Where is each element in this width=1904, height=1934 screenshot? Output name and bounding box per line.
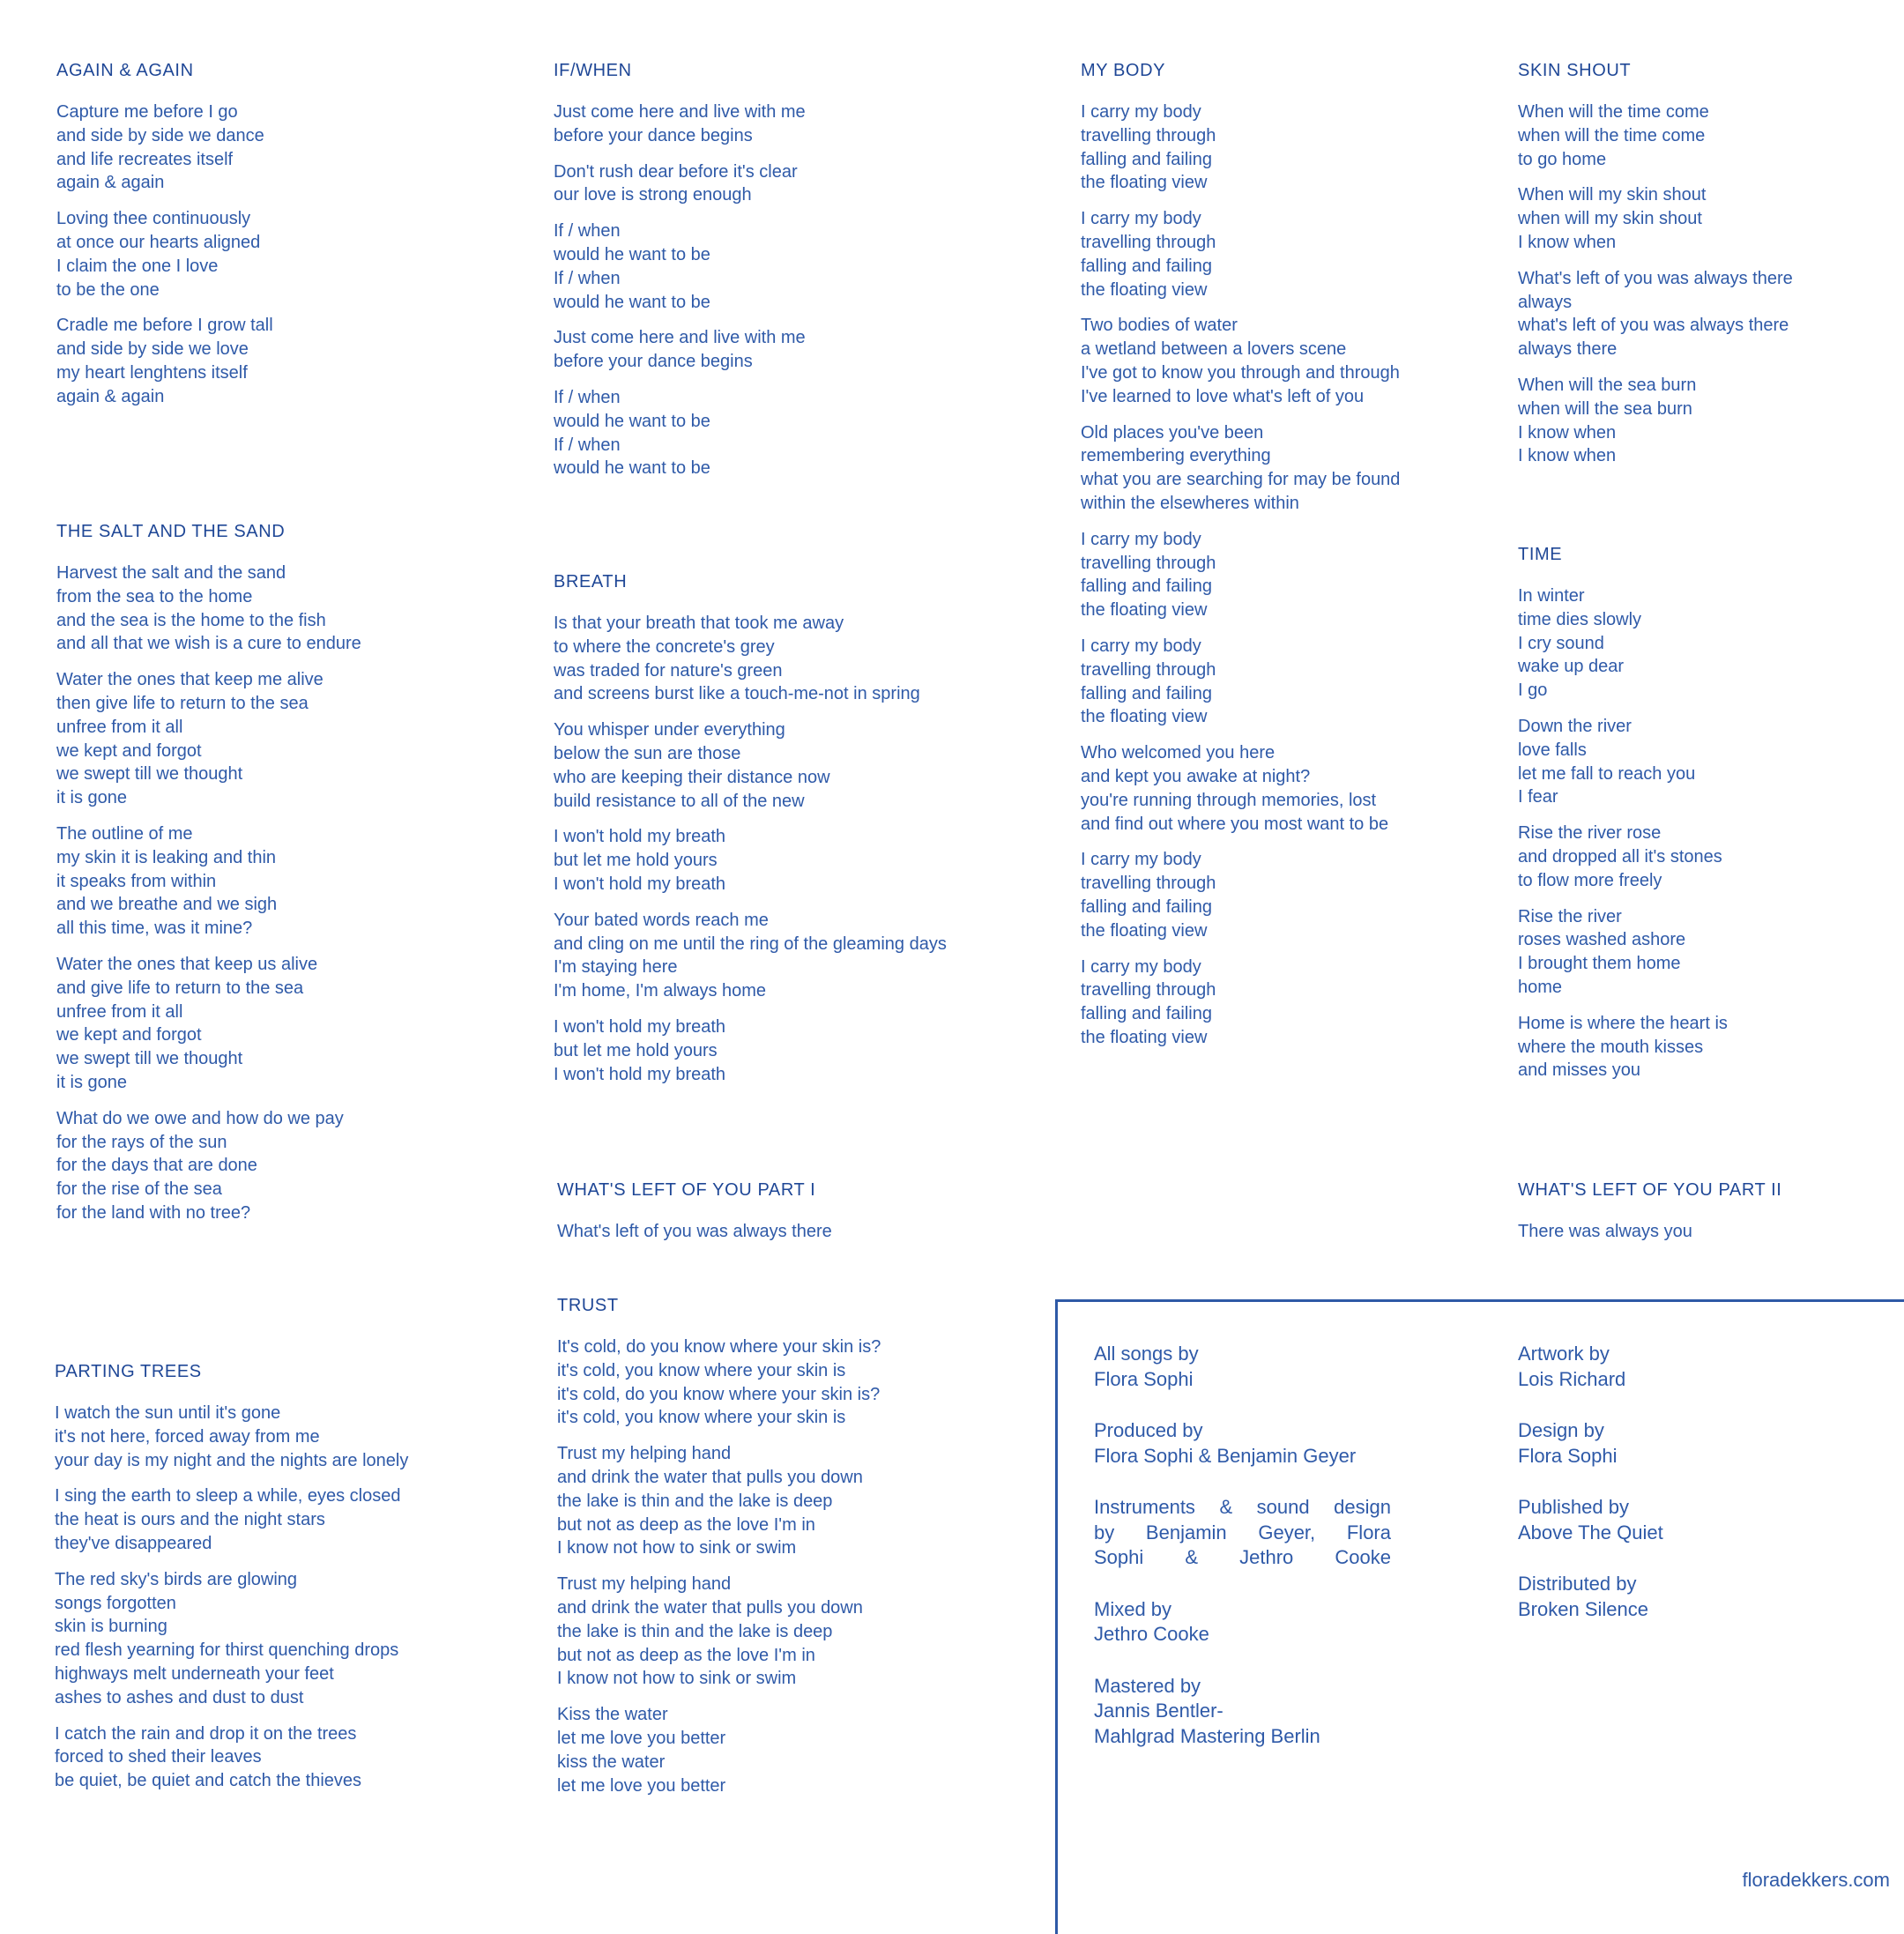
song-title: BREATH: [554, 572, 628, 591]
lyric-line: Capture me before I go: [56, 102, 238, 122]
lyric-line: from the sea to the home: [56, 586, 253, 606]
lyric-line: it's not here, forced away from me: [55, 1426, 320, 1447]
lyric-line: and find out where you most want to be: [1081, 814, 1389, 834]
stanza: [56, 1107, 361, 1225]
song-lyrics: [557, 1335, 881, 1797]
lyric-line: I carry my body: [1081, 636, 1201, 656]
lyric-line: Don't rush dear before it's clear: [554, 161, 798, 182]
stanza: [56, 953, 361, 1095]
lyric-line: within the elsewheres within: [1081, 493, 1299, 513]
lyric-line: for the rays of the sun: [56, 1132, 227, 1152]
credit-entry: [1518, 1495, 1809, 1545]
lyric-line: to be the one: [56, 279, 160, 300]
credit-entry: [1094, 1674, 1391, 1750]
stanza: [1518, 1220, 1781, 1244]
lyric-line: the lake is thin and the lake is deep: [557, 1621, 833, 1641]
lyric-line: always there: [1518, 339, 1618, 360]
lyric-line: If / when: [554, 268, 621, 288]
lyric-line: falling and failing: [1081, 683, 1212, 703]
lyric-line: Home is where the heart is: [1518, 1013, 1728, 1033]
lyric-line: travelling through: [1081, 874, 1216, 894]
credit-role: All songs by: [1094, 1343, 1199, 1365]
stanza: [554, 718, 947, 813]
lyric-line: to flow more freely: [1518, 870, 1662, 890]
lyric-line: the floating view: [1081, 1027, 1208, 1047]
lyric-line: Loving thee continuously: [56, 209, 251, 229]
lyric-line: The outline of me: [56, 823, 193, 844]
lyric-line: Down the river: [1518, 716, 1632, 736]
lyric-line: at once our hearts aligned: [56, 232, 261, 252]
lyric-line: but not as deep as the love I'm in: [557, 1645, 815, 1665]
lyric-line: before your dance begins: [554, 125, 753, 145]
song-the-salt-and-the-sand: [56, 519, 361, 1238]
lyric-line: forced to shed their leaves: [55, 1747, 262, 1767]
lyric-line: travelling through: [1081, 232, 1216, 252]
lyric-line: let me love you better: [557, 1775, 726, 1796]
lyric-line: it speaks from within: [56, 871, 217, 891]
lyric-line: falling and failing: [1081, 256, 1212, 276]
song-title: IF/WHEN: [554, 61, 632, 80]
stanza: [1518, 374, 1793, 468]
lyric-line: it is gone: [56, 788, 128, 808]
song-lyrics: [55, 1402, 408, 1793]
lyric-line: Just come here and live with me: [554, 328, 806, 348]
credit-name: Sophi & Jethro Cooke: [1094, 1546, 1391, 1568]
lyric-line: When will my skin shout: [1518, 185, 1707, 205]
lyric-line: before your dance begins: [554, 352, 753, 372]
lyric-line: I brought them home: [1518, 954, 1681, 974]
lyric-line: all this time, was it mine?: [56, 919, 253, 939]
lyric-line: roses washed ashore: [1518, 930, 1686, 950]
credit-role: Instruments & sound design: [1094, 1496, 1391, 1518]
lyric-line: I carry my body: [1081, 850, 1201, 870]
lyric-line: Harvest the salt and the sand: [56, 563, 286, 583]
lyric-line: Kiss the water: [557, 1705, 668, 1725]
stanza: [55, 1402, 408, 1472]
song-lyrics: [1518, 584, 1728, 1082]
lyric-line: and side by side we love: [56, 339, 249, 360]
song-lyrics: [1081, 100, 1400, 1050]
lyric-line: The red sky's birds are glowing: [55, 1569, 298, 1589]
credit-name: Mahlgrad Mastering Berlin: [1094, 1724, 1320, 1747]
lyric-line: When will the sea burn: [1518, 375, 1697, 395]
credit-name: Jethro Cooke: [1094, 1623, 1209, 1645]
stanza: [1081, 100, 1400, 195]
stanza: [554, 612, 947, 706]
lyric-line: unfree from it all: [56, 717, 183, 737]
lyric-line: I carry my body: [1081, 209, 1201, 229]
lyric-line: when will my skin shout: [1518, 209, 1702, 229]
lyric-line: Water the ones that keep me alive: [56, 670, 324, 690]
lyric-line: highways melt underneath your feet: [55, 1663, 334, 1684]
lyric-line: Trust my helping hand: [557, 1444, 732, 1464]
lyric-line: we kept and forgot: [56, 1025, 202, 1045]
lyric-line: red flesh yearning for thirst quenching drops: [55, 1640, 399, 1661]
lyric-line: the lake is thin and the lake is deep: [557, 1491, 833, 1511]
credit-entry: [1094, 1495, 1391, 1571]
stanza: [557, 1335, 881, 1430]
lyric-line: If / when: [554, 387, 621, 407]
lyric-line: our love is strong enough: [554, 185, 752, 205]
lyric-line: for the land with no tree?: [56, 1202, 251, 1223]
lyric-line: I watch the sun until it's gone: [55, 1403, 281, 1423]
stanza: [1518, 584, 1728, 703]
credit-name: Flora Sophi: [1518, 1444, 1618, 1467]
credit-role: Artwork by: [1518, 1343, 1610, 1365]
stanza: [554, 825, 947, 896]
stanza: [56, 822, 361, 941]
lyric-line: It's cold, do you know where your skin is?: [557, 1337, 881, 1357]
lyric-line: and drink the water that pulls you down: [557, 1597, 863, 1618]
stanza: [55, 1568, 408, 1710]
lyric-line: I cry sound: [1518, 633, 1604, 653]
lyric-line: when will the time come: [1518, 125, 1706, 145]
credit-name: Flora Sophi: [1094, 1367, 1194, 1390]
song-lyrics: [1518, 1220, 1781, 1244]
song-lyrics: [56, 100, 273, 409]
stanza: [1518, 905, 1728, 1000]
lyric-line: my skin it is leaking and thin: [56, 847, 277, 867]
lyric-line: would he want to be: [554, 292, 710, 312]
lyric-line: Rise the river: [1518, 906, 1622, 926]
stanza: [557, 1220, 832, 1244]
lyric-line: In winter: [1518, 586, 1585, 606]
lyric-line: be quiet, be quiet and catch the thieves: [55, 1771, 362, 1791]
lyric-line: falling and failing: [1081, 149, 1212, 169]
lyric-line: Trust my helping hand: [557, 1574, 732, 1595]
lyric-line: it's cold, you know where your skin is: [557, 1360, 846, 1380]
lyric-line: a wetland between a lovers scene: [1081, 339, 1347, 360]
lyric-line: You whisper under everything: [554, 720, 785, 740]
lyric-line: If / when: [554, 435, 621, 455]
song-breath: [554, 569, 947, 1098]
song-lyrics: [1518, 100, 1793, 468]
stanza: [557, 1442, 881, 1560]
lyric-line: travelling through: [1081, 980, 1216, 1000]
song-title: AGAIN & AGAIN: [56, 61, 194, 80]
lyric-line: I catch the rain and drop it on the trees: [55, 1723, 357, 1744]
lyric-line: Water the ones that keep us alive: [56, 954, 318, 974]
lyric-line: home: [1518, 977, 1563, 997]
lyric-line: what's left of you was always there: [1518, 316, 1789, 336]
lyric-line: for the days that are done: [56, 1156, 257, 1176]
lyric-line: we swept till we thought: [56, 1049, 243, 1069]
song-title: TIME: [1518, 545, 1563, 564]
song-if-when: [554, 58, 806, 493]
lyric-line: falling and failing: [1081, 896, 1212, 917]
credit-name: Jannis Bentler-: [1094, 1700, 1223, 1722]
stanza: [1081, 741, 1400, 836]
lyric-line: travelling through: [1081, 125, 1216, 145]
lyric-line: falling and failing: [1081, 1004, 1212, 1024]
song-title: THE SALT AND THE SAND: [56, 522, 286, 541]
lyric-line: I won't hold my breath: [554, 1064, 726, 1084]
stanza: [1518, 715, 1728, 809]
stanza: [55, 1484, 408, 1555]
lyric-line: the floating view: [1081, 600, 1208, 621]
lyric-line: ashes to ashes and dust to dust: [55, 1687, 304, 1707]
lyric-line: then give life to return to the sea: [56, 693, 309, 713]
lyric-line: would he want to be: [554, 244, 710, 264]
lyric-line: and we breathe and we sigh: [56, 895, 278, 915]
lyric-line: Cradle me before I grow tall: [56, 316, 273, 336]
song-lyrics: [554, 612, 947, 1086]
credit-role: Produced by: [1094, 1419, 1203, 1441]
lyric-line: Is that your breath that took me away: [554, 614, 844, 633]
lyric-line: I've got to know you through and through: [1081, 362, 1400, 383]
credit-name: Flora Sophi & Benjamin Geyer: [1094, 1444, 1357, 1467]
lyric-line: falling and failing: [1081, 576, 1212, 597]
lyric-line: I carry my body: [1081, 956, 1201, 977]
lyric-line: it's cold, do you know where your skin is?: [557, 1384, 881, 1404]
lyric-line: I'm staying here: [554, 957, 678, 978]
lyric-line: I carry my body: [1081, 102, 1201, 122]
credit-name: Above The Quiet: [1518, 1521, 1663, 1543]
lyric-line: I won't hold my breath: [554, 827, 726, 847]
lyric-line: What's left of you was always there: [557, 1222, 832, 1241]
lyric-line: my heart lenghtens itself: [56, 362, 248, 383]
lyric-line: below the sun are those: [554, 743, 741, 763]
lyric-line: but not as deep as the love I'm in: [557, 1514, 815, 1535]
lyric-line: I know when: [1518, 232, 1617, 252]
lyric-line: remembering everything: [1081, 446, 1271, 466]
song-title: MY BODY: [1081, 61, 1166, 80]
lyric-line: travelling through: [1081, 659, 1216, 680]
credit-entry: [1518, 1418, 1809, 1469]
lyric-line: I go: [1518, 681, 1548, 701]
lyric-line: I know when: [1518, 446, 1617, 466]
lyric-line: and drink the water that pulls you down: [557, 1467, 863, 1487]
credits-left-column: [1094, 1342, 1391, 1775]
stanza: [56, 668, 361, 810]
lyric-line: kiss the water: [557, 1752, 666, 1772]
stanza: [1518, 1012, 1728, 1082]
lyric-line: let me fall to reach you: [1518, 763, 1696, 784]
lyric-line: and all that we wish is a cure to endure: [56, 634, 361, 654]
credit-name: by Benjamin Geyer, Flora: [1094, 1521, 1391, 1543]
stanza: [56, 207, 273, 301]
lyric-line: your day is my night and the nights are lonely: [55, 1450, 409, 1470]
lyric-line: and dropped all it's stones: [1518, 846, 1722, 867]
lyric-line: the heat is ours and the night stars: [55, 1510, 325, 1530]
credit-role: Design by: [1518, 1419, 1604, 1441]
song-title: PARTING TREES: [55, 1362, 202, 1381]
song-lyrics: [557, 1220, 832, 1244]
lyric-line: it is gone: [56, 1072, 128, 1092]
lyric-line: and side by side we dance: [56, 125, 264, 145]
lyric-line: and life recreates itself: [56, 149, 234, 169]
song-title: WHAT'S LEFT OF YOU PART I: [557, 1180, 816, 1200]
lyric-line: they've disappeared: [55, 1533, 212, 1553]
credit-entry: [1094, 1342, 1391, 1392]
lyric-line: and misses you: [1518, 1060, 1640, 1081]
stanza: [1518, 100, 1793, 171]
lyric-line: I'm home, I'm always home: [554, 981, 767, 1001]
credits-right-column: [1518, 1342, 1809, 1648]
stanza: [1081, 314, 1400, 408]
stanza: [554, 219, 806, 314]
stanza: [1081, 207, 1400, 301]
lyric-line: Two bodies of water: [1081, 316, 1238, 336]
lyric-line: wake up dear: [1518, 657, 1625, 677]
lyric-line: I sing the earth to sleep a while, eyes closed: [55, 1486, 401, 1506]
credit-role: Mixed by: [1094, 1597, 1172, 1620]
lyric-line: to where the concrete's grey: [554, 636, 775, 657]
song-lyrics: [554, 100, 806, 480]
song-title: SKIN SHOUT: [1518, 61, 1632, 80]
lyric-line: to go home: [1518, 149, 1607, 169]
lyric-line: Your bated words reach me: [554, 910, 769, 930]
lyric-line: I know not how to sink or swim: [557, 1538, 797, 1558]
stanza: [554, 326, 806, 374]
lyric-line: again & again: [56, 386, 165, 406]
credit-role: Distributed by: [1518, 1573, 1637, 1595]
credit-role: Published by: [1518, 1496, 1629, 1518]
lyric-line: What do we owe and how do we pay: [56, 1108, 344, 1128]
lyric-line: the floating view: [1081, 707, 1208, 727]
lyric-line: was traded for nature's green: [554, 660, 783, 681]
lyric-line: Old places you've been: [1081, 422, 1264, 443]
stanza: [557, 1573, 881, 1691]
lyric-line: When will the time come: [1518, 102, 1709, 122]
stanza: [1518, 183, 1793, 254]
song-skin-shout: [1518, 58, 1793, 480]
song-again-and-again: [56, 58, 273, 421]
lyric-line: would he want to be: [554, 458, 710, 479]
lyric-line: and cling on me until the ring of the gleaming days: [554, 934, 947, 954]
song-whats-left-of-you-part-1: [557, 1178, 832, 1256]
lyric-line: I won't hold my breath: [554, 874, 726, 894]
lyric-line: I fear: [1518, 787, 1558, 807]
lyric-line: I've learned to love what's left of you: [1081, 386, 1365, 406]
lyric-line: always: [1518, 292, 1573, 312]
lyric-line: and give life to return to the sea: [56, 978, 304, 998]
stanza: [1518, 822, 1728, 892]
website-link[interactable]: floradekkers.com: [1742, 1869, 1890, 1891]
lyric-line: unfree from it all: [56, 1001, 183, 1022]
credit-name: Lois Richard: [1518, 1367, 1626, 1390]
stanza: [1081, 528, 1400, 622]
credit-entry: [1094, 1597, 1391, 1648]
lyric-line: when will the sea burn: [1518, 398, 1692, 419]
lyric-line: you're running through memories, lost: [1081, 790, 1377, 810]
stanza: [1081, 956, 1400, 1050]
lyric-line: and kept you awake at night?: [1081, 766, 1311, 786]
lyric-line: I know when: [1518, 422, 1617, 443]
lyric-line: There was always you: [1518, 1222, 1692, 1241]
lyric-line: and screens burst like a touch-me-not in spring: [554, 684, 920, 704]
lyric-line: and the sea is the home to the fish: [56, 610, 326, 630]
stanza: [557, 1703, 881, 1797]
lyric-line: we swept till we thought: [56, 764, 243, 785]
lyric-line: build resistance to all of the new: [554, 791, 805, 811]
song-my-body: [1081, 58, 1400, 1062]
lyric-line: love falls: [1518, 740, 1587, 760]
lyric-line: the floating view: [1081, 920, 1208, 941]
stanza: [56, 562, 361, 656]
lyric-line: Rise the river rose: [1518, 823, 1662, 844]
lyric-line: Who welcomed you here: [1081, 743, 1276, 763]
lyric-line: we kept and forgot: [56, 740, 202, 761]
lyric-line: If / when: [554, 221, 621, 242]
song-lyrics: [56, 562, 361, 1225]
lyric-line: again & again: [56, 173, 165, 193]
credit-role: Mastered by: [1094, 1674, 1201, 1697]
stanza: [1518, 267, 1793, 361]
lyric-line: time dies slowly: [1518, 609, 1642, 629]
credit-entry: [1518, 1342, 1809, 1392]
lyric-line: Just come here and live with me: [554, 102, 806, 122]
lyric-line: but let me hold yours: [554, 851, 718, 871]
lyric-line: songs forgotten: [55, 1593, 176, 1613]
credit-entry: [1094, 1418, 1391, 1469]
song-title: TRUST: [557, 1296, 619, 1315]
song-trust: [557, 1293, 881, 1810]
stanza: [1081, 421, 1400, 516]
lyric-line: skin is burning: [55, 1617, 167, 1637]
lyric-line: I know not how to sink or swim: [557, 1669, 797, 1689]
stanza: [554, 100, 806, 148]
lyric-line: but let me hold yours: [554, 1040, 718, 1060]
stanza: [1081, 848, 1400, 942]
stanza: [55, 1722, 408, 1793]
lyric-line: the floating view: [1081, 279, 1208, 300]
lyric-line: for the rise of the sea: [56, 1179, 222, 1200]
stanza: [1081, 635, 1400, 729]
song-time: [1518, 542, 1728, 1095]
stanza: [554, 909, 947, 1003]
lyric-line: it's cold, you know where your skin is: [557, 1408, 846, 1428]
stanza: [554, 160, 806, 208]
song-parting-trees: [55, 1359, 408, 1805]
stanza: [554, 1015, 947, 1086]
credit-name: Broken Silence: [1518, 1597, 1648, 1620]
stanza: [56, 100, 273, 195]
lyric-line: the floating view: [1081, 173, 1208, 193]
lyric-line: would he want to be: [554, 411, 710, 431]
lyric-line: What's left of you was always there: [1518, 268, 1793, 288]
lyric-line: what you are searching for may be found: [1081, 470, 1401, 490]
lyric-line: I won't hold my breath: [554, 1016, 726, 1037]
stanza: [56, 314, 273, 408]
song-title: WHAT'S LEFT OF YOU PART II: [1518, 1180, 1782, 1200]
lyric-line: where the mouth kisses: [1518, 1037, 1704, 1057]
credit-entry: [1518, 1572, 1809, 1622]
lyric-line: let me love you better: [557, 1728, 726, 1748]
lyric-line: I claim the one I love: [56, 256, 219, 276]
lyric-line: I carry my body: [1081, 529, 1201, 549]
lyric-line: who are keeping their distance now: [554, 767, 830, 787]
stanza: [554, 386, 806, 480]
song-whats-left-of-you-part-2: [1518, 1178, 1781, 1256]
lyric-line: travelling through: [1081, 553, 1216, 573]
